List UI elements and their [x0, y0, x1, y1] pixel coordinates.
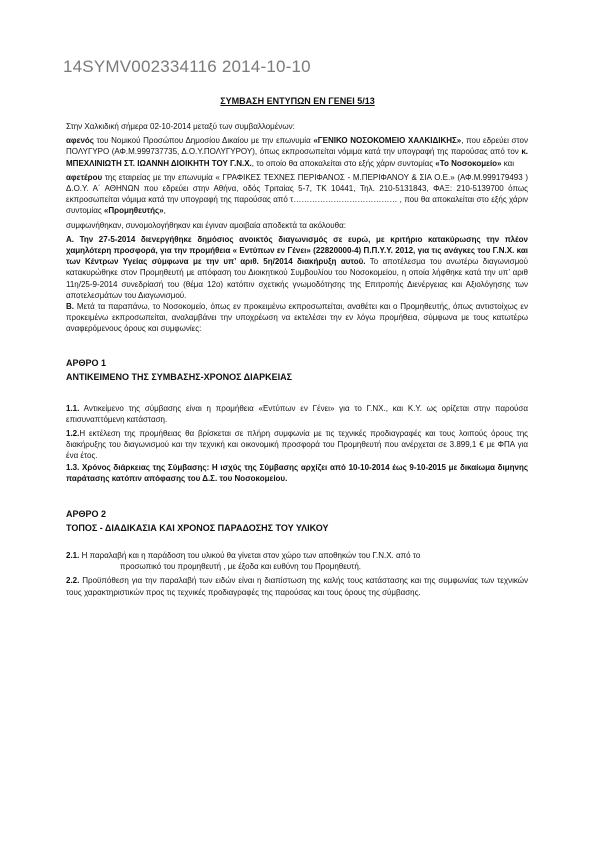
- clause-2-1-text: Η παραλαβή και η παράδοση του υλικού θα γίνεται στον χώρο των αποθηκών του Γ.Ν.Χ. από το: [79, 551, 421, 561]
- clause-2-1-label: 2.1.: [66, 551, 80, 561]
- agreed-line: συμφωνήθηκαν, συνομολογήθηκαν και έγιναν αμοιβαία αποδεκτά τα ακόλουθα:: [66, 220, 346, 230]
- contract-title: ΣΥΜΒΑΣΗ ΕΝΤΥΠΩΝ ΕΝ ΓΕΝΕΙ 5/13: [220, 96, 375, 106]
- hospital-short-name: «Το Νοσοκομείο»: [435, 158, 502, 168]
- party-two: [66, 172, 528, 217]
- party-one-text-4: και: [501, 158, 515, 168]
- clause-1-1-text: Αντικείμενο της σύμβασης είναι η προμήθεια «Εντύπων εν Γένει» για το Γ.ΝΧ., και Κ.Υ. ως ορίζεται στην παρούσα επισυναπτόμενη κατάσταση.: [66, 403, 528, 424]
- supplier-short-name: «Προμηθευτής»: [103, 206, 164, 216]
- section-b-text: Μετά τα παραπάνω, το Νοσοκομείο, όπως εν προκειμένω εκπροσωπείται, αναθέτει και ο Προμηθευτής, όπως αντιστοίχως εν προκειμένω εκπροσωπείται, αναλαμβάνει την υποχρέωση να εκτελέσει την εν λόγω προμήθεια, σύμφωνα με τους κατωτέρω αναφερόμενους όρους και συμφωνίες:: [66, 302, 528, 334]
- clause-2-1-continuation: προσωπικό του προμηθευτή , με έξοδα και ευθύνη του Προμηθευτή.: [120, 562, 361, 572]
- party-one-text-3: , το οποίο θα αποκαλείται στο εξής χάριν συντομίας: [251, 158, 436, 168]
- section-a-bold: Την 27-5-2014 διενεργήθηκε δημόσιος ανοικτός διαγωνισμός σε ευρώ, με κριτήριο κατακύρωσης την πλέον χαμηλότερη προσφορά, για την προμήθεια « Εντύπων εν Γένει» (22820000-4) Π.Π.Υ.Υ. 2012, για τις ανάγκες του Γ.Ν.Χ. και των Κέντρων Υγείας σύμφωνα με την υπ’ αριθ. 5η/2014 διακήρυξη αυτού.: [66, 234, 528, 267]
- article-1-subheading: ΑΝΤΙΚΕΙΜΕΝΟ ΤΗΣ ΣΥΜΒΑΣΗΣ-ΧΡΟΝΟΣ ΔΙΑΡΚΕΙΑΣ: [66, 371, 293, 382]
- article-1-heading: ΑΡΘΡΟ 1: [66, 357, 107, 368]
- clause-1-2-label: 1.2.: [66, 429, 80, 439]
- party-two-text-2: ,: [163, 206, 166, 216]
- section-a-text: Το αποτέλεσμα του ανωτέρω διαγωνισμού κατακυρώθηκε στον Προμηθευτή με απόφαση του Διοικητικού Συμβουλίου του Νοσοκομείου, η οποία λήφθηκε κατά την υπ’ αριθ 11η/25-9-2014 συνεδρίασή του (θέμα 12ο) κατόπιν σχετικής γνωμοδότησης της Επιτροπής Διενέργειας και Αξιολόγησης των αποτελεσμάτων του Διαγωνισμού.: [66, 257, 528, 300]
- party-one-text-1: του Νομικού Προσώπου Δημοσίου Δικαίου με την επωνυμία: [93, 136, 314, 146]
- clause-1-2: [66, 428, 528, 462]
- clause-2-1: [66, 550, 528, 561]
- hospital-name: «ΓΕΝΙΚΟ ΝΟΣΟΚΟΜΕΙΟ ΧΑΛΚΙΔΙΚΗΣ»: [313, 136, 462, 146]
- party-two-lead: αφετέρου: [66, 172, 103, 182]
- party-one-text-2: , που εδρεύει στον ΠΟΛΥΓΥΡΟ (ΑΦ.Μ.999737735, Δ.Ο.Υ.ΠΟΛΥΓΥΡΟΥ), όπως εκπροσωπείται νόμιμα κατά την υπογραφή της παρούσας από τον: [66, 136, 528, 157]
- intro-line: Στην Χαλκιδική σήμερα 02-10-2014 μεταξύ των συμβαλλομένων:: [66, 122, 295, 131]
- section-a-label: Α.: [66, 234, 80, 244]
- party-one-lead: αφενός: [66, 136, 94, 146]
- clause-1-3-text: Χρόνος διάρκειας της Σύμβασης: Η ισχύς της Σύμβασης αρχίζει από 10-10-2014 έως 9-10-2015 με δικαίωμα διμηνης παράτασης κατόπιν απόφασης του Δ.Σ. του Νοσοκομείου.: [66, 462, 528, 483]
- clause-2-2: [66, 575, 528, 597]
- article-2-heading: ΑΡΘΡΟ 2: [66, 509, 107, 520]
- section-a: [66, 234, 528, 301]
- clause-2-2-text: Προϋπόθεση για την παραλαβή των ειδών είναι η διαπίστωση της καλής τους κατάστασης και της συμφωνίας των τεχνικών τους χαρακτηριστικών προς τις τεχνικές προδιαγραφές της παρούσας και τους όρους της σύμβασης.: [66, 576, 528, 597]
- section-b: [66, 301, 528, 335]
- party-two-text-1: της εταιρείας με την επωνυμία « ΓΡΑΦΙΚΕΣ ΤΕΧΝΕΣ ΠΕΡΙΦΑΝΟΣ - Μ.ΠΕΡΙΦΑΝΟΥ & ΣΙΑ Ο.Ε.» (ΑΦ.Μ.999179493 ) Δ.Ο.Υ. Α΄ ΑΘΗΝΩΝ που εδρεύει στην Αθήνα, οδός Τριταίας 5-7, ΤΚ 10441, Τηλ. 210-5131843, ΦΑΞ: 210-5139700 όπως εκπροσωπείται νόμιμα κατά την υπογραφή της παρούσας από τ………………………………… , που θα αποκαλείται στο εξής χάριν συντομίας: [66, 172, 528, 216]
- hospital-representative: κ. ΜΠΕΧΛΙΝΙΩΤΗ ΣΤ. ΙΩΑΝΝΗ ΔΙΟΙΚΗΤΗ ΤΟΥ Γ.Ν.Χ.: [66, 147, 528, 168]
- document-id: 14SYMV002334116 2014-10-10: [63, 57, 311, 76]
- clause-2-2-label: 2.2.: [66, 576, 80, 586]
- clause-1-2-text: Η εκτέλεση της προμήθειας θα βρίσκεται σε πλήρη συμφωνία με τις τεχνικές προδιαγραφές και τους λοιπούς όρους της διακήρυξης του διαγωνισμού και την τεχνική και οικονομική προσφορά του Προμηθευτή που ανέρχεται σε 3.899,1 € με ΦΠΑ για ένα έτος.: [66, 429, 528, 461]
- clause-1-1: [66, 403, 528, 425]
- clause-1-1-label: 1.1.: [66, 403, 80, 413]
- section-b-label: Β.: [66, 302, 74, 312]
- clause-1-3: [66, 462, 528, 484]
- clause-1-3-label: 1.3.: [66, 462, 80, 472]
- contract-body: [66, 121, 528, 598]
- party-one: [66, 135, 528, 169]
- article-2-subheading: ΤΟΠΟΣ - ΔΙΑΔΙΚΑΣΙΑ ΚΑΙ ΧΡΟΝΟΣ ΠΑΡΑΔΟΣΗΣ ΤΟΥ ΥΛΙΚΟΥ: [66, 523, 329, 534]
